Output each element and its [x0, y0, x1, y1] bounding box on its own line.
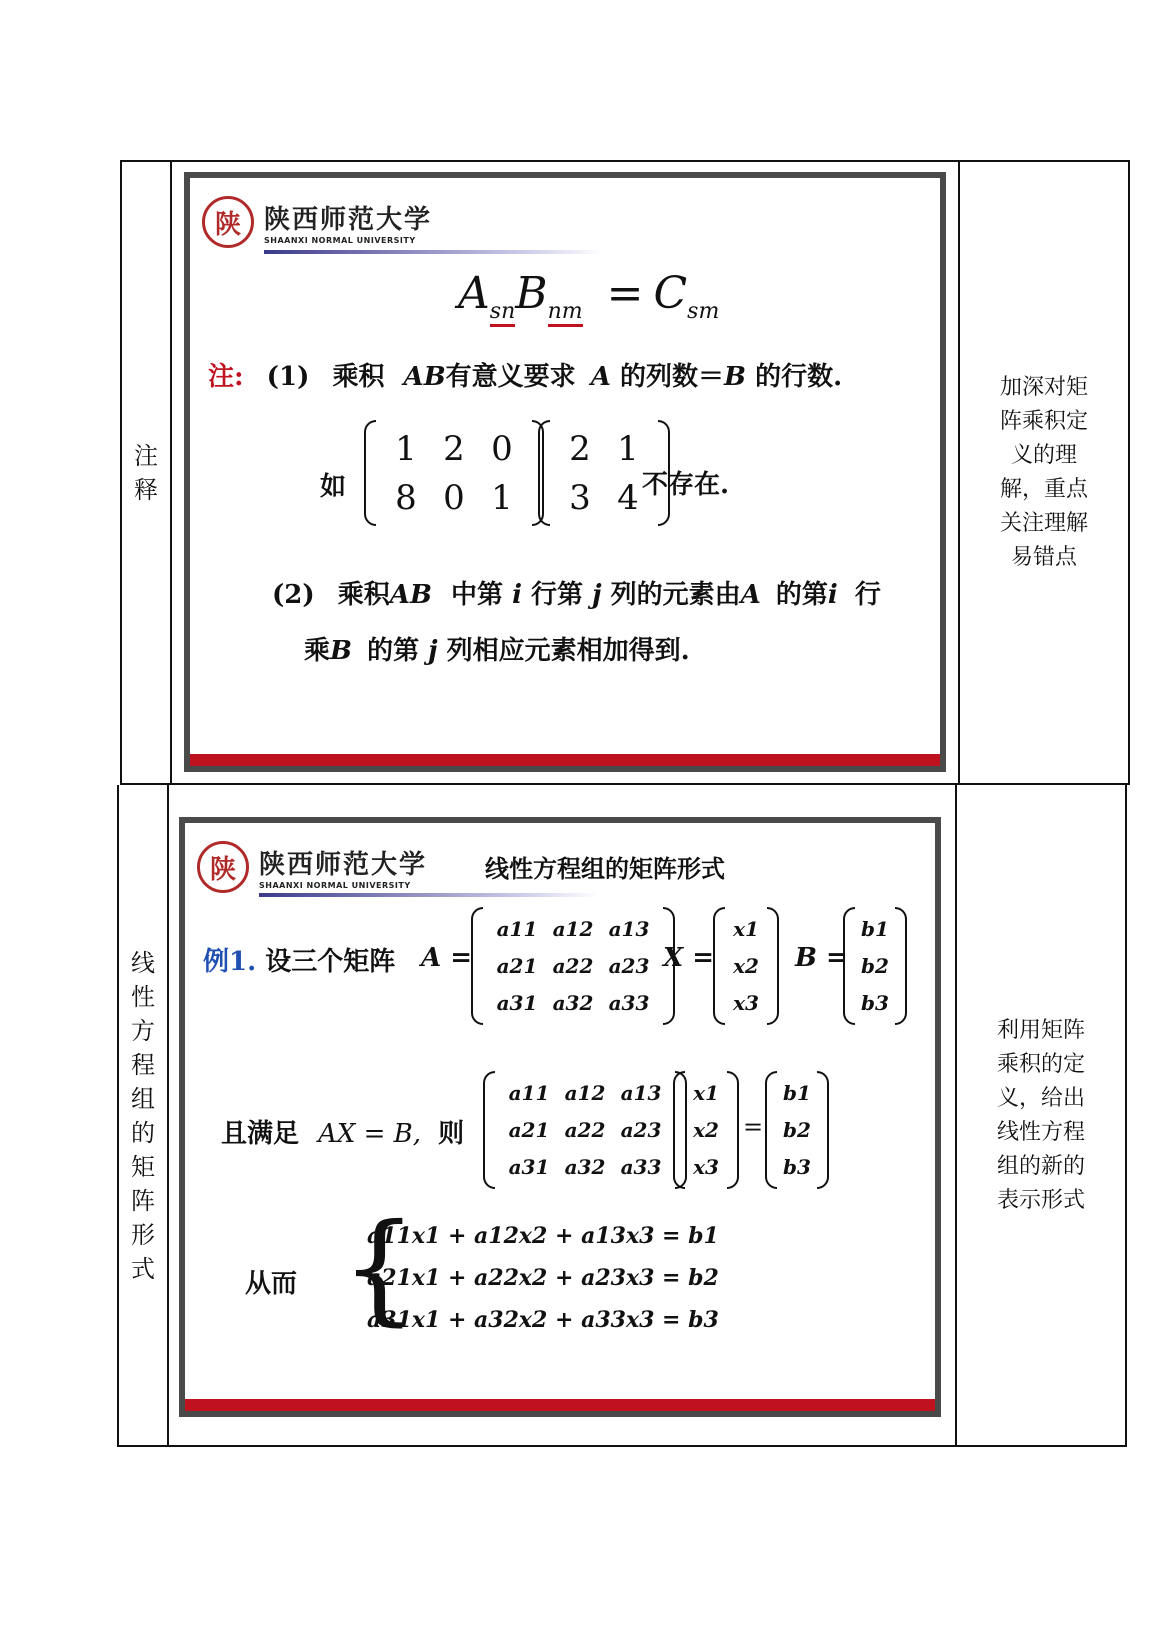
- col-divider-1: [170, 160, 172, 785]
- item1-text2: 有意义要求: [445, 362, 576, 392]
- matrix-X-cell: x1: [733, 917, 759, 942]
- formula-product: [458, 268, 719, 324]
- item1-B: B: [724, 362, 746, 392]
- matrix-B-cell: b3: [861, 990, 889, 1015]
- product-matrix-X: [673, 1071, 739, 1189]
- item2-text6: 行: [854, 580, 881, 610]
- product-X-cell: x1: [693, 1081, 719, 1106]
- row-label-cell: [122, 160, 170, 785]
- product-equals: =: [743, 1113, 764, 1141]
- then-text: 则: [438, 1119, 465, 1149]
- row-note-cell: [960, 160, 1128, 785]
- item1-text4: 的行数.: [755, 362, 843, 392]
- matrix-left-cell: 1: [395, 428, 417, 469]
- matrix-B: [843, 907, 907, 1025]
- item1-text3: 的列数＝: [620, 362, 725, 392]
- item2-j: j: [592, 580, 602, 610]
- product-B-cell: b2: [783, 1117, 811, 1142]
- item1-AB: AB: [403, 362, 446, 392]
- logo-underline: [259, 893, 599, 897]
- matrix-left-cell: 2: [443, 428, 465, 469]
- formula-C: C: [653, 268, 688, 319]
- matrix-left-cell: 1: [491, 477, 513, 518]
- matrix-B-cell: b2: [861, 953, 889, 978]
- product-X-cell: x2: [693, 1117, 719, 1142]
- slide-image: [184, 172, 946, 772]
- item2-i2: i: [827, 580, 838, 610]
- university-name-cn: 陕西师范大学: [264, 205, 433, 235]
- product-A-cell: a12: [564, 1081, 606, 1106]
- example-intro: [203, 941, 395, 978]
- matrix-right-cell: 1: [617, 428, 639, 469]
- matrix-right-cell: 3: [569, 477, 591, 518]
- equation-line-2: a21x1 + a22x2 + a23x3 = b2: [367, 1265, 719, 1291]
- matrix-A-cell: a32: [552, 990, 594, 1015]
- matrix-A-cell: a21: [496, 953, 538, 978]
- product-A-cell: a21: [508, 1117, 550, 1142]
- product-A-cell: a22: [564, 1117, 606, 1142]
- item2-A: A: [740, 580, 761, 610]
- formula-equals: =: [606, 268, 644, 319]
- satisfy-text: 且满足: [221, 1119, 300, 1149]
- university-logo: [197, 841, 427, 893]
- row-note-cell: [957, 785, 1125, 1447]
- logo-underline: [264, 250, 604, 254]
- slide-title: 线性方程组的矩阵形式: [485, 854, 725, 883]
- item2-line2-a: 乘: [304, 636, 331, 666]
- slide-image: [179, 817, 941, 1417]
- matrix-B-cell: b1: [861, 917, 889, 942]
- matrix-A-cell: a31: [496, 990, 538, 1015]
- row-label: 线性方程组的矩阵形式: [131, 949, 155, 1283]
- item2-B: B: [330, 636, 352, 666]
- item2-line2-c: 列相应元素相加得到.: [446, 636, 690, 666]
- matrix-right-cell: 4: [617, 477, 639, 518]
- university-name-en: SHAANXI NORMAL UNIVERSITY: [264, 236, 416, 245]
- row-note: 加深对矩阵乘积定义的理解，重点关注理解易错点: [999, 374, 1088, 570]
- example-text: 设三个矩阵: [265, 947, 396, 977]
- example-suffix: 不存在.: [642, 470, 730, 500]
- item2-text5: 的第: [775, 580, 828, 610]
- formula-A: A: [458, 268, 490, 319]
- slide-footer-bar: [185, 1399, 935, 1411]
- item2-j2: j: [428, 636, 438, 666]
- example-prefix: 如: [320, 472, 347, 502]
- university-seal-icon: 陕: [202, 196, 254, 248]
- row-label-cell: [119, 785, 167, 1447]
- item2-AB: AB: [389, 580, 432, 610]
- equation-line-3: a31x1 + a32x2 + a33x3 = b3: [367, 1307, 719, 1333]
- item2-line2-b: 的第: [367, 636, 420, 666]
- matrix-left-cell: 8: [395, 477, 417, 518]
- matrix-right-cell: 2: [569, 428, 591, 469]
- matrix-X-label: X =: [663, 943, 715, 973]
- university-name-cn: 陕西师范大学: [259, 850, 428, 880]
- product-A-cell: a23: [620, 1117, 662, 1142]
- item2-text2: 中第: [451, 580, 504, 610]
- matrix-left-cell: 0: [443, 477, 465, 518]
- matrix-A-cell: a12: [552, 917, 594, 942]
- item2-i: i: [512, 580, 522, 610]
- product-A-cell: a13: [620, 1081, 662, 1106]
- matrix-left-cell: 0: [491, 428, 513, 469]
- product-A-cell: a11: [508, 1081, 550, 1106]
- formula-B: B: [515, 268, 548, 319]
- item2-text1: 乘积: [337, 580, 390, 610]
- thus-text: 从而: [245, 1269, 298, 1299]
- product-A-cell: a31: [508, 1154, 550, 1179]
- item1-text1: 乘积: [332, 362, 385, 392]
- matrix-A-cell: a22: [552, 953, 594, 978]
- example-label: 例1.: [203, 947, 257, 977]
- matrix-X-cell: x3: [733, 990, 759, 1015]
- table-row-linear-system: [117, 785, 1127, 1447]
- matrix-A-cell: a11: [496, 917, 538, 942]
- row-note: 利用矩阵乘积的定义，给出线性方程组的新的表示形式: [996, 1018, 1085, 1213]
- row-right-border: [1128, 160, 1130, 785]
- matrix-A: [471, 907, 675, 1025]
- row-right-border: [1125, 785, 1127, 1447]
- col-divider-1: [167, 785, 169, 1447]
- university-logo: [202, 196, 432, 248]
- product-X-cell: x3: [693, 1154, 719, 1179]
- note-item-2-line1: [272, 574, 881, 611]
- formula-sub-nm: nm: [548, 299, 583, 327]
- product-A-cell: a33: [620, 1154, 662, 1179]
- row-label: 注释: [134, 441, 158, 504]
- matrix-X-cell: x2: [733, 953, 759, 978]
- equation-line-1: a11x1 + a12x2 + a13x3 = b1: [367, 1223, 719, 1249]
- satisfy-equation: AX = B,: [318, 1119, 422, 1149]
- system-brace: {: [341, 1199, 418, 1338]
- satisfy-line: [221, 1113, 464, 1150]
- matrix-B-label: B =: [795, 943, 848, 973]
- matrix-A-cell: a13: [608, 917, 650, 942]
- product-matrix-A: [483, 1071, 687, 1189]
- item2-text4: 列的元素由: [610, 580, 741, 610]
- university-name-en: SHAANXI NORMAL UNIVERSITY: [259, 881, 411, 890]
- formula-sub-sm: sm: [687, 298, 720, 324]
- product-matrix-B: [765, 1071, 829, 1189]
- table-row-notes: [120, 160, 1130, 785]
- note-item-2-line2: [304, 630, 690, 667]
- matrix-X: [713, 907, 779, 1025]
- product-B-cell: b1: [783, 1081, 811, 1106]
- university-seal-icon: 陕: [197, 841, 249, 893]
- slide-footer-bar: [190, 754, 940, 766]
- example-matrix-left: [364, 420, 544, 526]
- product-A-cell: a32: [564, 1154, 606, 1179]
- product-B-cell: b3: [783, 1154, 811, 1179]
- item2-text3: 行第: [531, 580, 584, 610]
- note-label: 注:: [208, 362, 244, 392]
- note-item-1: [208, 356, 842, 393]
- item1-A: A: [590, 362, 611, 392]
- item2-num: (2): [272, 580, 315, 610]
- matrix-A-cell: a33: [608, 990, 650, 1015]
- formula-sub-sn: sn: [490, 299, 515, 327]
- item1-num: (1): [266, 362, 310, 392]
- matrix-A-cell: a23: [608, 953, 650, 978]
- matrix-A-label: A =: [421, 943, 473, 973]
